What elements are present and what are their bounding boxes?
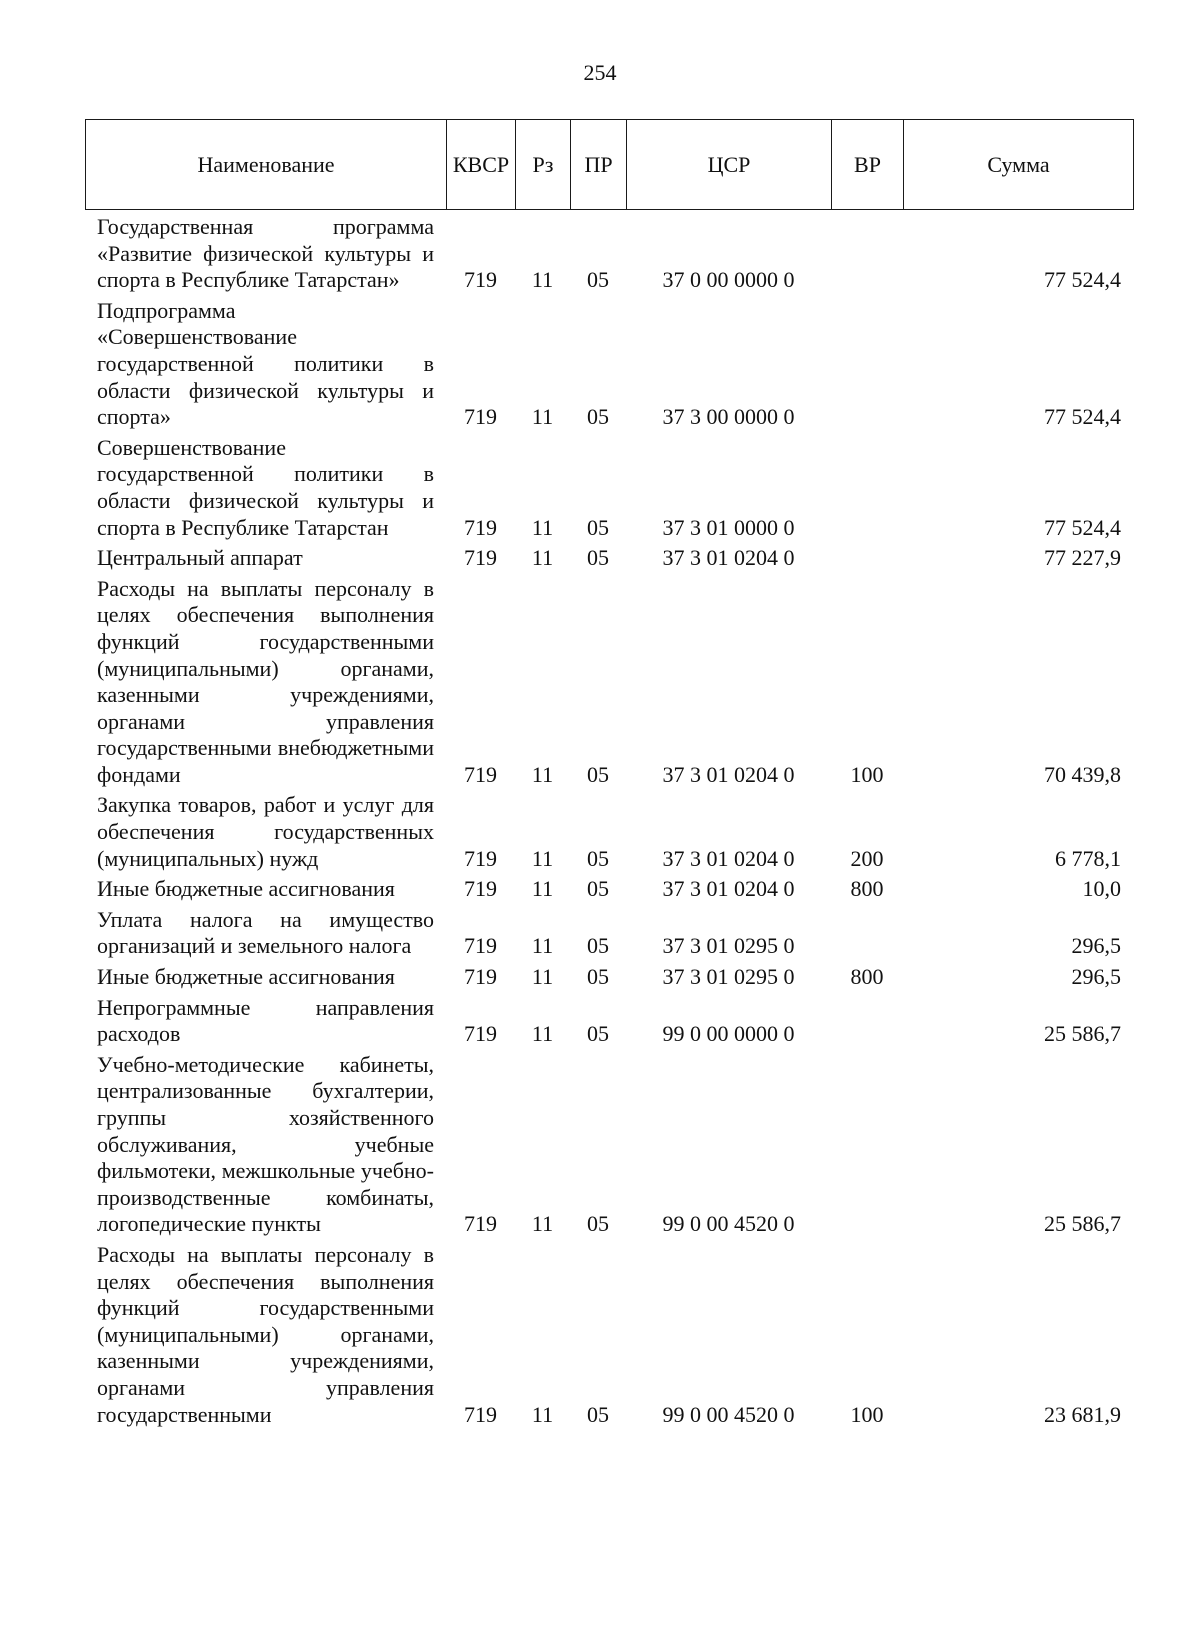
column-header-csr: ЦСР (627, 120, 832, 210)
cell-sum: 77 524,4 (1044, 514, 1121, 540)
cell-rz: 11 (531, 545, 554, 571)
cell-csr: 37 3 01 0204 0 (662, 761, 795, 787)
cell-rz: 11 (531, 267, 554, 293)
cell-rz: 11 (531, 404, 554, 430)
cell-kvsr: 719 (464, 1021, 497, 1047)
cell-csr: 99 0 00 0000 0 (662, 1021, 795, 1047)
page-number: 254 (583, 60, 617, 85)
cell-name: Учебно-методические кабинеты, централизованные бухгалтерии, группы хозяйственного обслуживания, учебные фильмотеки, межшкольные учебно-производственные комбинаты, логопедические пункты (97, 1051, 434, 1237)
cell-kvsr: 719 (464, 1401, 497, 1427)
table-body (85, 210, 1133, 1428)
table-row (85, 788, 1133, 872)
cell-sum: 10,0 (1082, 876, 1121, 902)
column-header-vr: ВР (832, 120, 904, 210)
cell-name: Расходы на выплаты персоналу в целях обеспечения выполнения функций государственными (муниципальными) органами, казенными учреждениями, органами управления государственными внебюджетными фондами (97, 575, 434, 787)
cell-name: Совершенствование государственной политики в области физической культуры и спорта в Республике Татарстан (97, 434, 434, 540)
cell-kvsr: 719 (464, 514, 497, 540)
cell-pr: 05 (587, 964, 609, 990)
cell-rz: 11 (531, 933, 554, 959)
cell-sum: 77 227,9 (1044, 545, 1121, 571)
cell-vr (831, 1048, 903, 1238)
cell-name: Иные бюджетные ассигнования (97, 876, 395, 902)
cell-sum: 70 439,8 (1044, 761, 1121, 787)
cell-sum: 6 778,1 (1055, 845, 1121, 871)
cell-csr: 37 0 00 0000 0 (662, 267, 795, 293)
cell-vr (831, 991, 903, 1048)
table-row (85, 1238, 1133, 1428)
cell-sum: 25 586,7 (1044, 1211, 1121, 1237)
table-row (85, 991, 1133, 1048)
column-header-rz: Рз (516, 120, 571, 210)
table-header (85, 119, 1134, 210)
cell-kvsr: 719 (464, 845, 497, 871)
cell-rz: 11 (531, 761, 554, 787)
cell-kvsr: 719 (464, 267, 497, 293)
cell-vr: 800 (850, 876, 884, 902)
cell-rz: 11 (531, 1211, 554, 1237)
cell-csr: 37 3 01 0204 0 (662, 545, 795, 571)
cell-csr: 37 3 01 0295 0 (662, 964, 795, 990)
cell-csr: 37 3 00 0000 0 (662, 404, 795, 430)
column-header-kvsr: КВСР (447, 120, 516, 210)
cell-csr: 37 3 01 0204 0 (662, 876, 795, 902)
cell-name: Уплата налога на имущество организаций и земельного налога (97, 906, 434, 959)
cell-rz: 11 (531, 876, 554, 902)
cell-pr: 05 (587, 404, 609, 430)
cell-rz: 11 (531, 964, 554, 990)
cell-name: Центральный аппарат (97, 545, 303, 571)
cell-pr: 05 (587, 876, 609, 902)
cell-pr: 05 (587, 1401, 609, 1427)
table-row (85, 872, 1133, 903)
table-row (85, 960, 1133, 991)
budget-table (85, 210, 1133, 1428)
column-header-name: Наименование (86, 120, 447, 210)
cell-pr: 05 (587, 1021, 609, 1047)
cell-pr: 05 (587, 845, 609, 871)
table-row (85, 572, 1133, 789)
cell-vr (831, 210, 903, 294)
cell-pr: 05 (587, 514, 609, 540)
cell-pr: 05 (587, 545, 609, 571)
cell-kvsr: 719 (464, 404, 497, 430)
cell-pr: 05 (587, 267, 609, 293)
cell-sum: 25 586,7 (1044, 1021, 1121, 1047)
cell-csr: 99 0 00 4520 0 (662, 1211, 795, 1237)
cell-csr: 37 3 01 0204 0 (662, 845, 795, 871)
cell-kvsr: 719 (464, 1211, 497, 1237)
table-row (85, 1048, 1133, 1238)
cell-name: Расходы на выплаты персоналу в целях обеспечения выполнения функций государственными (муниципальными) органами, казенными учреждениями, органами управления государственными (97, 1241, 434, 1427)
cell-rz: 11 (531, 514, 554, 540)
cell-name: Непрограммные направления расходов (97, 994, 434, 1047)
cell-vr: 800 (850, 964, 884, 990)
cell-csr: 37 3 01 0000 0 (662, 514, 795, 540)
cell-vr: 100 (850, 761, 884, 787)
cell-vr (831, 294, 903, 431)
table-row (85, 431, 1133, 541)
cell-vr (831, 903, 903, 960)
cell-vr (831, 541, 903, 572)
cell-sum: 296,5 (1071, 933, 1121, 959)
cell-sum: 77 524,4 (1044, 267, 1121, 293)
cell-sum: 23 681,9 (1044, 1401, 1121, 1427)
table-row (85, 294, 1133, 431)
cell-rz: 11 (531, 1021, 554, 1047)
cell-name: Государственная программа «Развитие физической культуры и спорта в Республике Татарстан» (97, 214, 434, 293)
table-row (85, 903, 1133, 960)
cell-vr: 100 (850, 1401, 884, 1427)
cell-pr: 05 (587, 761, 609, 787)
cell-csr: 37 3 01 0295 0 (662, 933, 795, 959)
column-header-sum: Сумма (904, 120, 1134, 210)
cell-pr: 05 (587, 1211, 609, 1237)
cell-name: Подпрограмма «Совершенствование государственной политики в области физической культуры и спорта» (97, 297, 434, 430)
cell-sum: 77 524,4 (1044, 404, 1121, 430)
cell-vr (831, 431, 903, 541)
cell-pr: 05 (587, 933, 609, 959)
cell-sum: 296,5 (1071, 964, 1121, 990)
column-header-pr: ПР (571, 120, 627, 210)
cell-kvsr: 719 (464, 933, 497, 959)
cell-name: Иные бюджетные ассигнования (97, 964, 395, 990)
cell-name: Закупка товаров, работ и услуг для обеспечения государственных (муниципальных) нужд (97, 792, 434, 871)
cell-rz: 11 (531, 1401, 554, 1427)
cell-kvsr: 719 (464, 545, 497, 571)
cell-kvsr: 719 (464, 964, 497, 990)
cell-rz: 11 (531, 845, 554, 871)
cell-kvsr: 719 (464, 761, 497, 787)
table-row (85, 541, 1133, 572)
table-row (85, 210, 1133, 294)
cell-csr: 99 0 00 4520 0 (662, 1401, 795, 1427)
cell-vr: 200 (850, 845, 884, 871)
cell-kvsr: 719 (464, 876, 497, 902)
